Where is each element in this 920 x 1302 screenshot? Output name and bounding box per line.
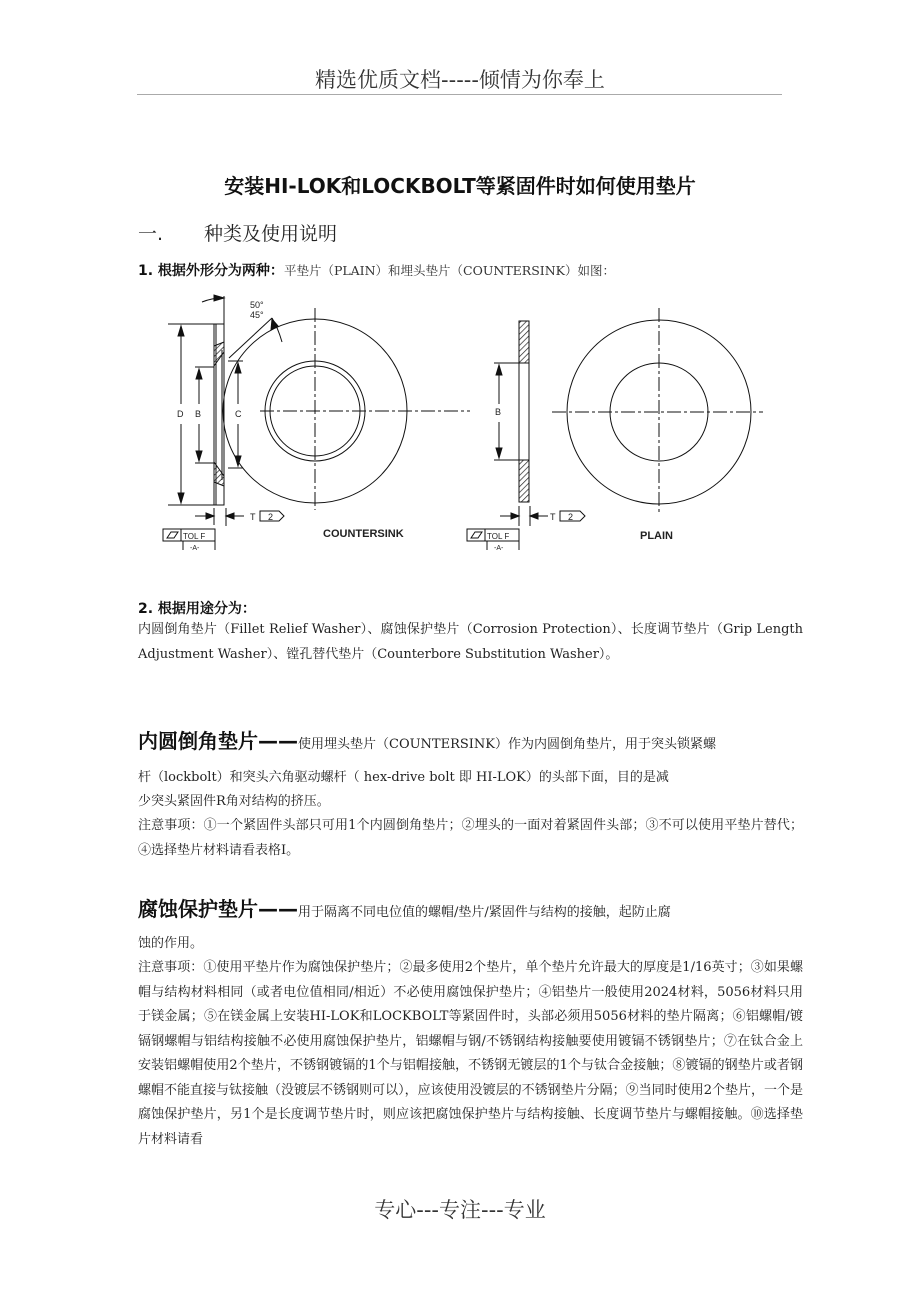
section-number: 一. xyxy=(138,223,164,245)
fillet-text-3: 少突头紧固件R角对结构的挤压。 xyxy=(138,794,330,809)
washer-diagram xyxy=(150,290,790,550)
document-title: 安装HI-LOK和LOCKBOLT等紧固件时如何使用垫片 xyxy=(224,174,696,198)
plain-datum-label: -A- xyxy=(494,545,504,550)
item1-text: 平垫片（PLAIN）和埋头垫片（COUNTERSINK）如图： xyxy=(283,263,615,278)
dim-d-label: D xyxy=(177,409,184,419)
item1-heading: 1. 根据外形分为两种： xyxy=(138,263,284,279)
countersink-label: COUNTERSINK xyxy=(323,528,404,540)
angle-50-label: 50° xyxy=(250,300,264,310)
plain-label: PLAIN xyxy=(640,530,673,542)
tol-label: TOL F xyxy=(183,532,206,541)
countersink-front-view xyxy=(223,308,470,510)
fillet-notes: 注意事项：①一个紧固件头部只可用1个内圆倒角垫片；②埋头的一面对着紧固件头部；③不可以使用平垫片替代；④选择垫片材料请看表格Ⅰ。 xyxy=(138,818,803,858)
plain-dim-t-label: T xyxy=(550,512,556,522)
plain-note-number: 2 xyxy=(568,512,574,522)
angle-45-label: 45° xyxy=(250,310,264,320)
corrosion-lead-line xyxy=(138,894,803,928)
item1-paragraph xyxy=(138,260,615,280)
page-header: 精选优质文档-----倾情为你奉上 xyxy=(315,68,605,92)
section-label: 种类及使用说明 xyxy=(204,223,338,245)
corrosion-text-2: 蚀的作用。 xyxy=(138,936,204,951)
corrosion-heading: 腐蚀保护垫片—— xyxy=(138,897,298,921)
corrosion-notes: 注意事项：①使用平垫片作为腐蚀保护垫片；②最多使用2个垫片，单个垫片允许最大的厚度是1/16英寸；③如果螺帽与结构材料相同（或者电位值相同/相近）不必使用腐蚀保护垫片；④铝垫片一般使用2024材料，5056材料只用于镁金属；⑤在镁金属上安装HI-LOK和LOCKBOLT等紧固件时，头部必须用5056材料的垫片隔离；⑥铝螺帽/镀镉钢螺帽与铝结构接触不必使用腐蚀保护垫片，铝螺帽与钢/不锈钢结构接触要使用镀镉不锈钢垫片；⑦在钛合金上安装铝螺帽使用2个垫片，不锈钢镀镉的1个与铝帽接触，不锈钢无镀层的1个与钛合金接触；⑧镀镉的钢垫片或者钢螺帽不能直接与钛接触（没镀层不锈钢则可以），应该使用没镀层的不锈钢垫片分隔；⑨当同时使用2个垫片，一个是腐蚀保护垫片，另1个是长度调节垫片时，则应该把腐蚀保护垫片与结构接触、长度调节垫片与螺帽接触。⑩选择垫片材料请看 xyxy=(138,960,803,1147)
corrosion-text-1: 用于隔离不同电位值的螺帽/垫片/紧固件与结构的接触，起防止腐 xyxy=(298,905,671,920)
fillet-text-1: 使用埋头垫片（COUNTERSINK）作为内圆倒角垫片，用于突头锁紧螺 xyxy=(298,737,717,752)
item2-text: 内圆倒角垫片（Fillet Relief Washer）、腐蚀保护垫片（Corrosion Protection）、长度调节垫片（Grip Length Adjustment Washer）、镗孔替代垫片（Counterbore Substitution Washer）。 xyxy=(138,622,803,662)
note-number: 2 xyxy=(268,512,274,522)
section-heading xyxy=(138,219,337,246)
fillet-heading: 内圆倒角垫片—— xyxy=(138,729,298,753)
fillet-text-2: 杆（lockbolt）和突头六角驱动螺杆（ hex-drive bolt 即 HI-LOK）的头部下面，目的是减 xyxy=(138,770,669,785)
datum-label: -A- xyxy=(190,545,200,550)
plain-dim-b-label: B xyxy=(495,407,502,417)
fillet-lead-line xyxy=(138,726,803,760)
plain-front-view xyxy=(552,308,763,512)
dim-t-label: T xyxy=(250,512,256,522)
header-divider xyxy=(137,94,782,95)
dim-c-label: C xyxy=(235,409,242,419)
dim-b-label: B xyxy=(195,409,202,419)
plain-tol-label: TOL F xyxy=(487,532,510,541)
item2-heading: 2. 根据用途分为： xyxy=(138,601,256,617)
page-footer: 专心---专注---专业 xyxy=(374,1198,546,1222)
